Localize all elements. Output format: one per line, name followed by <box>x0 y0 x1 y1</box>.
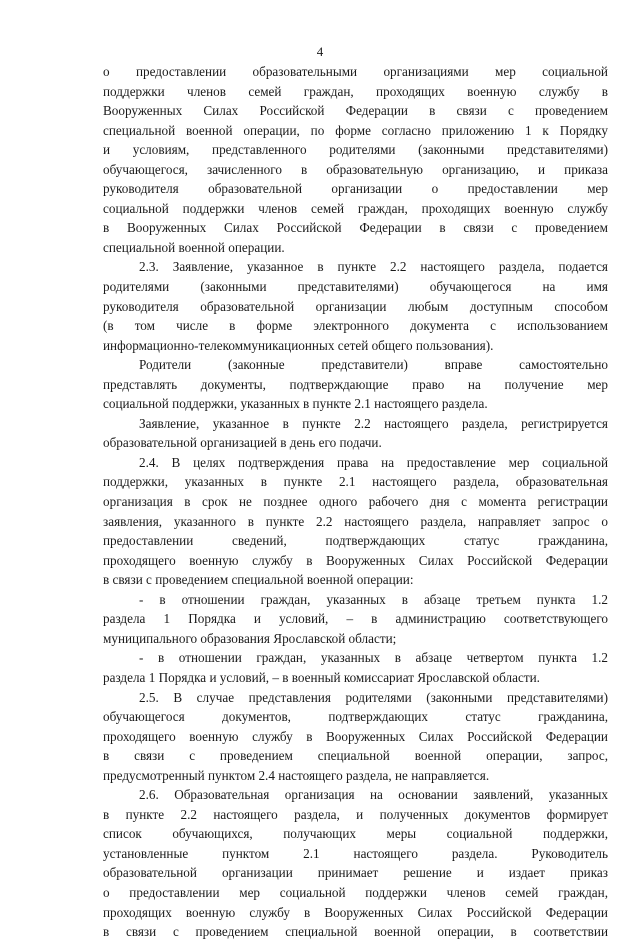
text-line: - в отношении граждан, указанных в абзаце четвертом пункта 1.2 <box>139 650 608 666</box>
text-line: руководителя образовательной организации о предоставлении мер <box>103 181 608 197</box>
text-line: и условиям, представленного родителями (законными представителями) <box>103 142 608 158</box>
text-line: муниципального образования Ярославской области; <box>103 630 397 646</box>
text-line: образовательной организацией в день его подачи. <box>103 435 382 451</box>
text-line: Родители (законные представители) вправе самостоятельно <box>139 357 608 373</box>
text-line: в Вооруженных Силах Российской Федерации в связи с проведением <box>103 220 608 236</box>
text-line: установленные пунктом 2.1 настоящего раздела. Руководитель <box>103 845 608 861</box>
document-body <box>103 62 608 942</box>
text-line: список обучающихся, получающих меры социальной поддержки, <box>103 826 608 842</box>
text-line: поддержки, указанных в пункте 2.1 настоящего раздела, образовательная <box>103 474 608 490</box>
text-line: предусмотренный пунктом 2.4 настоящего раздела, не направляется. <box>103 767 490 783</box>
text-line: Вооруженных Силах Российской Федерации в связи с проведением <box>103 103 608 119</box>
text-line: предоставлении сведений, подтверждающих статус гражданина, <box>103 533 608 549</box>
page-number: 4 <box>316 44 324 59</box>
text-line: проходящих военную службу в Вооруженных Силах Российской Федерации <box>103 904 608 920</box>
text-line: в связи с проведением специальной военной операции: <box>103 572 414 588</box>
text-line: социальной поддержки, указанных в пункте 2.1 настоящего раздела. <box>103 396 488 412</box>
text-line: раздела 1 Порядка и условий, – в администрацию соответствующего <box>103 611 608 627</box>
text-line: в пункте 2.2 настоящего раздела, и полученных документов формирует <box>103 806 608 822</box>
text-line: о предоставлении образовательными организациями мер социальной <box>103 64 608 79</box>
text-line: представлять документы, подтверждающие право на получение мер <box>103 376 608 392</box>
text-line: родителями (законными представителями) обучающегося на имя <box>103 279 608 295</box>
text-line: информационно-телекоммуникационных сетей общего пользования). <box>103 337 494 353</box>
text-line: образовательной организации принимает решение и издает приказ <box>103 865 608 881</box>
text-line: о предоставлении мер социальной поддержки членов семей граждан, <box>103 884 608 900</box>
text-line: поддержки членов семей граждан, проходящих военную службу в <box>103 83 608 99</box>
text-line: проходящего военную службу в Вооруженных Силах Российской Федерации <box>103 728 608 744</box>
text-line: заявления, указанного в пункте 2.2 настоящего раздела, направляет запрос о <box>103 513 608 529</box>
text-line: раздела 1 Порядка и условий, – в военный комиссариат Ярославской области. <box>103 669 540 685</box>
text-line: обучающегося документов, подтверждающих статус гражданина, <box>103 709 608 725</box>
text-line: 2.4. В целях подтверждения права на предоставление мер социальной <box>139 454 608 470</box>
text-line: руководителя образовательной организации любым доступным способом <box>103 298 608 314</box>
text-line: социальной поддержки членов семей граждан, проходящих военную службу <box>103 200 608 216</box>
text-line: Заявление, указанное в пункте 2.2 настоящего раздела, регистрируется <box>139 415 608 431</box>
text-line: 2.5. В случае представления родителями (законными представителями) <box>139 689 608 705</box>
text-line: - в отношении граждан, указанных в абзаце третьем пункта 1.2 <box>139 591 608 607</box>
text-line: обучающегося, зачисленного в образовательную организацию, и приказа <box>103 161 608 177</box>
text-line: 2.6. Образовательная организация на основании заявлений, указанных <box>139 787 608 803</box>
text-line: в связи с проведением специальной военной операции, запрос, <box>103 748 608 764</box>
text-line: проходящего военную службу в Вооруженных Силах Российской Федерации <box>103 552 608 568</box>
text-line: в связи с проведением специальной военной операции, в соответствии <box>103 924 608 940</box>
text-line: 2.3. Заявление, указанное в пункте 2.2 настоящего раздела, подается <box>139 259 608 275</box>
text-line: специальной военной операции. <box>103 239 285 255</box>
text-line: специальной военной операции, по форме согласно приложению 1 к Порядку <box>103 122 608 138</box>
text-line: (в том числе в форме электронного документа с использованием <box>103 318 608 334</box>
text-line: организация в срок не позднее одного рабочего дня с момента регистрации <box>103 494 608 510</box>
